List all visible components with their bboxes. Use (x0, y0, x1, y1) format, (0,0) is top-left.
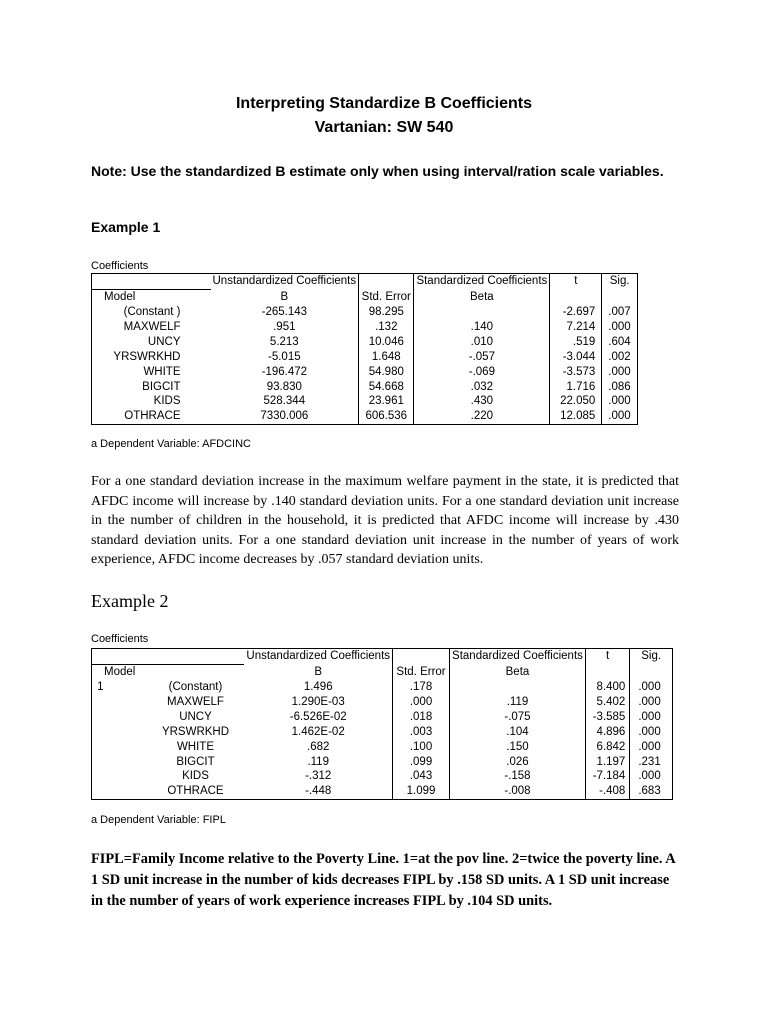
table-row (92, 305, 638, 320)
beta-value: .140 (470, 320, 494, 333)
sig-value: .000 (630, 769, 673, 784)
example2-coefficients-table (91, 648, 673, 800)
beta-value: -.057 (468, 350, 495, 363)
variable-name: UNCY (92, 335, 211, 350)
beta-value: -.069 (468, 365, 495, 378)
se-value: 1.099 (393, 784, 450, 799)
table-row (92, 380, 638, 395)
variable-name: OTHRACE (92, 409, 211, 424)
b-value: .951 (273, 320, 296, 333)
b-value: -5.015 (268, 350, 301, 363)
model-number (92, 740, 109, 755)
b-value: .119 (307, 755, 329, 768)
t-value: 22.050 (550, 394, 602, 409)
page-title: Interpreting Standardize B Coefficients (235, 95, 533, 112)
se-value: .000 (393, 695, 450, 710)
beta-value (450, 680, 586, 695)
beta-value (414, 305, 550, 320)
note-text: Note: Use the standardized B estimate only when using interval/ration scale variables. (91, 163, 664, 179)
se-value: 10.046 (359, 335, 414, 350)
t-value: 12.085 (550, 409, 602, 424)
beta-value: .150 (506, 740, 529, 753)
variable-name: UNCY (179, 710, 212, 723)
table-row (92, 740, 673, 755)
sig-value: .000 (630, 710, 673, 725)
se-value: 54.980 (359, 365, 414, 380)
model-number (92, 755, 109, 770)
sig-value: .000 (630, 695, 673, 710)
example1-coefficients-table (91, 273, 638, 425)
t-value: -.408 (585, 784, 629, 799)
sig-value: .002 (602, 350, 638, 365)
table-row (92, 769, 673, 784)
sig-value: .086 (602, 380, 638, 395)
beta-value: .104 (506, 725, 529, 738)
b-value: 528.344 (263, 395, 306, 408)
model-number: 1 (92, 680, 109, 695)
t-value: 6.842 (585, 740, 629, 755)
sig-value: .000 (630, 725, 673, 740)
model-number (92, 769, 109, 784)
b-value: 7330.006 (211, 409, 359, 424)
b-value: -.312 (305, 770, 332, 783)
beta-value: .119 (506, 695, 529, 708)
sig-value: .000 (602, 409, 638, 424)
beta-value: .220 (414, 409, 550, 424)
sig-header-2: Sig. (630, 649, 673, 665)
se-value: .132 (359, 320, 414, 335)
table-row (92, 409, 638, 424)
t-value: -2.697 (550, 305, 602, 320)
se-value: .018 (393, 710, 450, 725)
variable-name: YRSWRKHD (92, 350, 211, 365)
se-header-2: Std. Error (393, 665, 450, 681)
example2-dependent-variable: a Dependent Variable: FIPL (91, 814, 226, 826)
se-value: 1.648 (359, 350, 414, 365)
sig-value: .000 (602, 365, 638, 380)
se-value: .099 (393, 755, 450, 770)
b-value: -6.526E-02 (289, 710, 347, 723)
variable-name: KIDS (92, 394, 211, 409)
variable-name: MAXWELF (92, 320, 211, 335)
model-number (92, 695, 109, 710)
beta-value: -.158 (504, 770, 531, 783)
variable-name: BIGCIT (92, 380, 211, 395)
table-row (92, 365, 638, 380)
variable-name: KIDS (182, 770, 209, 783)
b-value: 1.290E-03 (291, 695, 345, 708)
b-value: 1.462E-02 (291, 725, 345, 738)
sig-value: .231 (630, 755, 673, 770)
se-value: 606.536 (359, 409, 414, 424)
sig-value: .000 (602, 320, 638, 335)
example1-table-title: Coefficients (91, 260, 149, 272)
unstd-coef-header-2: Unstandardized Coefficients (244, 649, 392, 665)
b-value: 1.496 (303, 681, 333, 693)
page-subtitle: Vartanian: SW 540 (314, 119, 454, 136)
sig-value: .007 (602, 305, 638, 320)
t-value: 4.896 (585, 725, 629, 740)
variable-name: (Constant) (168, 681, 223, 693)
table-row (92, 320, 638, 335)
example2-heading: Example 2 (91, 591, 169, 611)
table-row (92, 755, 673, 770)
table-row (92, 725, 673, 740)
t-value: 8.400 (585, 680, 629, 695)
model-number (92, 710, 109, 725)
se-value: 23.961 (359, 394, 414, 409)
t-value: 1.197 (585, 755, 629, 770)
b-value: 93.830 (266, 380, 302, 393)
variable-name: MAXWELF (167, 695, 224, 708)
se-value: .178 (393, 680, 450, 695)
t-value: -3.573 (550, 365, 602, 380)
variable-name: OTHRACE (109, 784, 245, 799)
sig-value: .000 (602, 394, 638, 409)
variable-name: YRSWRKHD (161, 725, 230, 738)
table-row (92, 350, 638, 365)
example2-table-title: Coefficients (91, 633, 149, 645)
sig-value: .000 (630, 740, 673, 755)
b-value: -196.472 (261, 365, 308, 378)
table-row (92, 680, 673, 695)
beta-header-2: Beta (505, 665, 530, 678)
table-row (92, 784, 673, 799)
b-value: -.448 (244, 784, 392, 799)
sig-header: Sig. (602, 274, 638, 290)
example1-paragraph: For a one standard deviation increase in the maximum welfare payment in the state, it is predicted that AFDC income will increase by .140 standard deviation units. For a one standard deviation unit increase in the number of children in the household, it is predicted that AFDC income will increase by .430 standard deviation units. For a one standard deviation unit increase in the number of years of work experience, AFDC income decreases by .057 standard deviation units. (91, 474, 679, 567)
unstd-coef-header: Unstandardized Coefficients (211, 274, 359, 290)
beta-value: .026 (506, 755, 529, 768)
t-value: 1.716 (550, 380, 602, 395)
variable-name: WHITE (176, 740, 215, 753)
beta-value: -.075 (504, 710, 531, 723)
se-value: .100 (393, 740, 450, 755)
t-value: 7.214 (550, 320, 602, 335)
t-value: -7.184 (585, 769, 629, 784)
se-value: 98.295 (359, 305, 414, 320)
model-header: Model (92, 290, 211, 306)
t-value: -3.585 (585, 710, 629, 725)
b-header: B (280, 290, 289, 303)
variable-name: BIGCIT (176, 755, 215, 768)
variable-name: (Constant ) (92, 305, 211, 320)
se-value: .043 (393, 769, 450, 784)
b-value: -265.143 (261, 306, 308, 318)
b-header-2: B (314, 665, 323, 678)
sig-value: .000 (630, 680, 673, 695)
b-value: .682 (307, 740, 330, 753)
model-number (92, 725, 109, 740)
b-value: 5.213 (269, 335, 299, 348)
beta-value: -.008 (450, 784, 586, 799)
model-number (92, 784, 109, 799)
se-header: Std. Error (359, 290, 414, 306)
sig-value: .683 (630, 784, 673, 799)
t-header-2: t (585, 649, 629, 665)
beta-header: Beta (470, 290, 494, 303)
table-row (92, 695, 673, 710)
se-value: .003 (393, 725, 450, 740)
t-value: .519 (550, 335, 602, 350)
table-row (92, 394, 638, 409)
std-coef-header: Standardized Coefficients (414, 274, 550, 290)
t-value: -3.044 (550, 350, 602, 365)
t-value: 5.402 (585, 695, 629, 710)
table-row (92, 335, 638, 350)
beta-value: .010 (470, 335, 494, 348)
example2-paragraph: FIPL=Family Income relative to the Poverty Line. 1=at the pov line. 2=twice the poverty line. A 1 SD unit increase in the number of kids decreases FIPL by .158 SD units. A 1 SD unit increase in the number of years of work experience increases FIPL by .104 SD units. (91, 851, 675, 909)
variable-name: WHITE (92, 365, 211, 380)
example1-dependent-variable: a Dependent Variable: AFDCINC (91, 438, 251, 450)
example1-heading: Example 1 (91, 219, 161, 235)
table-row (92, 710, 673, 725)
beta-value: .430 (470, 395, 494, 408)
model-header-2: Model (92, 665, 245, 681)
t-header: t (550, 274, 602, 290)
sig-value: .604 (602, 335, 638, 350)
beta-value: .032 (470, 380, 494, 393)
std-coef-header-2: Standardized Coefficients (450, 649, 586, 665)
se-value: 54.668 (359, 380, 414, 395)
